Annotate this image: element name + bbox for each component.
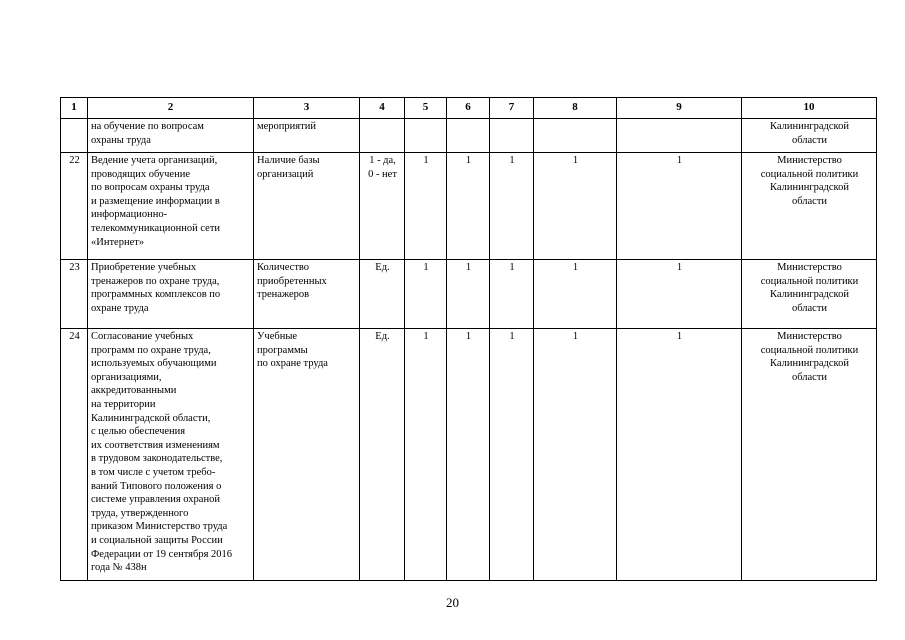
event-name: на обучение по вопросам охраны труда [88, 119, 254, 153]
table-row [61, 153, 877, 260]
value-cell: 1 [490, 260, 534, 329]
value-cell [617, 119, 742, 153]
value-cell: 1 [617, 153, 742, 260]
value-cell: 1 [447, 260, 490, 329]
table-row [61, 329, 877, 581]
col-header: 6 [447, 98, 490, 119]
executor: Министерство социальной политики Калининградской области [742, 329, 877, 581]
col-header: 5 [405, 98, 447, 119]
value-cell: 1 [617, 260, 742, 329]
unit: Ед. [360, 329, 405, 581]
value-cell [490, 119, 534, 153]
col-header: 1 [61, 98, 88, 119]
program-table [60, 97, 877, 581]
value-cell [405, 119, 447, 153]
unit [360, 119, 405, 153]
col-header: 7 [490, 98, 534, 119]
value-cell: 1 [534, 153, 617, 260]
value-cell: 1 [490, 153, 534, 260]
indicator: Наличие базы организаций [254, 153, 360, 260]
row-number: 24 [61, 329, 88, 581]
value-cell [447, 119, 490, 153]
indicator: Учебные программы по охране труда [254, 329, 360, 581]
event-name: Согласование учебных программ по охране труда, используемых обучающими организациями, аккредитованными на территории Калининградской области, с целью обеспечения их соответствия изменениям в трудовом законодательстве, в том числе с учетом требо- ваний Типового положения о системе управления охраной труда, утвержденного приказом Министерство труда и социальной защиты России Федерации от 19 сентября 2016 года № 438н [88, 329, 254, 581]
header-row [61, 98, 877, 119]
event-name: Приобретение учебных тренажеров по охране труда, программных комплексов по охране труда [88, 260, 254, 329]
row-number: 22 [61, 153, 88, 260]
value-cell: 1 [447, 153, 490, 260]
value-cell: 1 [490, 329, 534, 581]
value-cell: 1 [617, 329, 742, 581]
executor: Министерство социальной политики Калининградской области [742, 260, 877, 329]
value-cell: 1 [534, 329, 617, 581]
indicator: мероприятий [254, 119, 360, 153]
indicator: Количество приобретенных тренажеров [254, 260, 360, 329]
row-number: 23 [61, 260, 88, 329]
value-cell: 1 [405, 260, 447, 329]
unit: Ед. [360, 260, 405, 329]
value-cell [534, 119, 617, 153]
table-row [61, 119, 877, 153]
col-header: 8 [534, 98, 617, 119]
value-cell: 1 [534, 260, 617, 329]
col-header: 2 [88, 98, 254, 119]
col-header: 9 [617, 98, 742, 119]
executor: Калининградской области [742, 119, 877, 153]
col-header: 3 [254, 98, 360, 119]
table-row [61, 260, 877, 329]
executor: Министерство социальной политики Калининградской области [742, 153, 877, 260]
event-name: Ведение учета организаций, проводящих обучение по вопросам охраны труда и размещение информации в информационно- телекоммуникационной сети «Интернет» [88, 153, 254, 260]
value-cell: 1 [405, 153, 447, 260]
value-cell: 1 [405, 329, 447, 581]
col-header: 4 [360, 98, 405, 119]
col-header: 10 [742, 98, 877, 119]
page-number: 20 [446, 595, 459, 610]
value-cell: 1 [447, 329, 490, 581]
unit: 1 - да, 0 - нет [360, 153, 405, 260]
row-number [61, 119, 88, 153]
